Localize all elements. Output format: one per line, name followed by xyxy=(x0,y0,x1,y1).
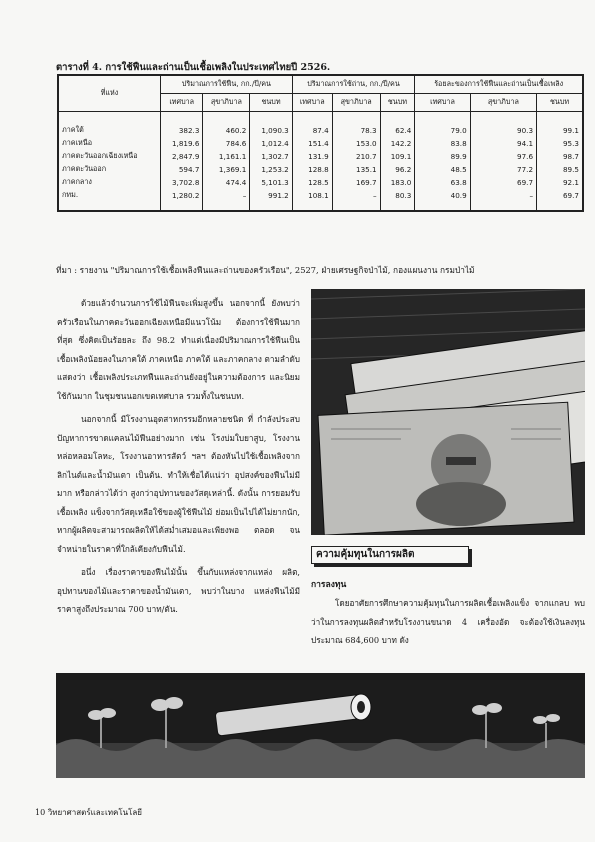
fuelwood-table xyxy=(57,74,584,212)
paragraph: นอกจากนี้ มีโรงงานอุตสาหกรรมอีกหลายชนิด ที่ กำลังประสบปัญหาการขาดแคลนไม้ฟืนอย่างมาก เช่น โรงบ่มใบยาสูบ, โรงงานหล่อหลอมโลหะ, โรงงานอาหารสัตว์ ฯลฯ ต้องหันไปใช้เชื้อเพลิงจากลิกไนต์และน้ำมันเตา เป็นต้น. ทำให้เชื่อได้แน่ว่า อุปสงค์ของฟืนไม่มีมาก หรือกล่าวได้ว่า สูงกว่าอุปทานของวัสดุเหล่านี้. ดังนั้น การยอมรับเชื้อเพลิง แข็งจากวัสดุเหลือใช้ของผู้ใช้ฟืนไม้ ย่อมเป็นไปได้ไม่ยากนัก, หากผู้ผลิตจะสามารถผลิตให้ได้สม่ำเสมอและเพียงพอ ตลอด จนจำหน่ายในราคาที่ใกล้เคียงกับฟืนไม้. xyxy=(57,414,300,554)
group-header-percent: ร้อยละของการใช้ฟืนและถ่านเป็นเชื้อเพลิง xyxy=(415,75,583,94)
region-cell: ภาคตะวันออก xyxy=(58,163,161,176)
value-cell: 89.5 xyxy=(537,163,583,176)
value-cell: 1,369.1 xyxy=(203,163,250,176)
briquette-seedlings-illustration xyxy=(56,673,585,778)
value-cell: 382.3 xyxy=(161,112,203,138)
value-cell: 128.5 xyxy=(292,176,332,189)
paragraph: โดยอาศัยการศึกษาความคุ้มทุนในการผลิตเชื้อเพลิงแข็ง จากแกลบ พบว่าในการลงทุนผลิตสำหรับโรงงานขนาด 4 เครื่องอัด จะต้องใช้เงินลงทุนประมาณ 684,600 บาท ดัง xyxy=(311,598,585,645)
value-cell: 5,101.3 xyxy=(250,176,292,189)
page-footer: 10 วิทยาศาสตร์และเทคโนโลยี xyxy=(35,808,142,817)
table-row xyxy=(58,189,583,211)
value-cell: 108.1 xyxy=(292,189,332,211)
value-cell: 95.3 xyxy=(537,137,583,150)
paragraph: อนึ่ง เรื่องราคาของฟืนไม้นั้น ขึ้นกับแหล่งจากแหล่ง ผลิต, อุปทานของไม้และราคาของน้ำมันเตา, พบว่าในบาง แหล่งฟืนไม้มีราคาสูงถึงประมาณ 700 บาท/ตัน. xyxy=(57,567,300,614)
value-cell: – xyxy=(332,189,380,211)
value-cell: 991.2 xyxy=(250,189,292,211)
value-cell: 460.2 xyxy=(203,112,250,138)
value-cell: 62.4 xyxy=(380,112,415,138)
region-header: ที่แห่ง xyxy=(58,75,161,112)
value-cell: 40.9 xyxy=(415,189,470,211)
value-cell: 474.4 xyxy=(203,176,250,189)
value-cell: 80.3 xyxy=(380,189,415,211)
subheader-cell: เทศบาล xyxy=(292,94,332,112)
value-cell: 1,253.2 xyxy=(250,163,292,176)
table-row xyxy=(58,137,583,150)
value-cell: 87.4 xyxy=(292,112,332,138)
value-cell: 98.7 xyxy=(537,150,583,163)
group-header-fuelwood: ปริมาณการใช้ฟืน, กก./ปี/คน xyxy=(161,75,293,94)
table-caption: ตารางที่ 4. การใช้ฟืนและถ่านเป็นเชื้อเพลิงในประเทศไทยปี 2526. xyxy=(56,62,331,73)
section-heading: ความคุ้มทุนในการผลิต xyxy=(311,546,469,564)
value-cell: 1,012.4 xyxy=(250,137,292,150)
subheader-cell: สุขาภิบาล xyxy=(332,94,380,112)
value-cell: 1,090.3 xyxy=(250,112,292,138)
value-cell: 96.2 xyxy=(380,163,415,176)
paragraph: ด้วยแล้วจำนวนการใช้ไม้ฟืนจะเพิ่มสูงขึ้น นอกจากนี้ ยังพบว่าครัวเรือนในภาคตะวันออกเฉียงเหนือมีแนวโน้ม ต้องการใช้ฟืนมากที่สุด ซึ่งคิดเป็นร้อยละ ถึง 98.2 ทำแต่เนื่องมีปริมาณการใช้ฟืนเป็นเชื้อเพลิงน้อยลงในภาคใต้ ภาคเหนือ ภาคใต้ และภาคกลาง ตามลำดับ แสดงว่า เชื้อเพลิงประเภทฟืนและถ่านยังอยู่ในความต้องการ และนิยม ใช้กันมาก ในชุมชนนอกเขตเทศบาล รวมทั้งในชนบท. xyxy=(57,298,300,401)
value-cell: 97.6 xyxy=(470,150,536,163)
value-cell: 153.0 xyxy=(332,137,380,150)
table-row xyxy=(58,150,583,163)
value-cell: 183.0 xyxy=(380,176,415,189)
region-cell: ภาคเหนือ xyxy=(58,137,161,150)
subheading: การลงทุน xyxy=(311,580,347,590)
table-row xyxy=(58,112,583,138)
value-cell: 99.1 xyxy=(537,112,583,138)
subheader-cell: ชนบท xyxy=(380,94,415,112)
subheader-cell: สุขาภิบาล xyxy=(470,94,536,112)
subheader-cell: สุขาภิบาล xyxy=(203,94,250,112)
group-header-charcoal: ปริมาณการใช้ถ่าน, กก./ปี/คน xyxy=(292,75,415,94)
value-cell: 77.2 xyxy=(470,163,536,176)
value-cell: 3,702.8 xyxy=(161,176,203,189)
value-cell: 69.7 xyxy=(470,176,536,189)
table-row xyxy=(58,176,583,189)
value-cell: 142.2 xyxy=(380,137,415,150)
value-cell: 94.1 xyxy=(470,137,536,150)
value-cell: 1,280.2 xyxy=(161,189,203,211)
value-cell: 2,847.9 xyxy=(161,150,203,163)
value-cell: 89.9 xyxy=(415,150,470,163)
value-cell: 63.8 xyxy=(415,176,470,189)
value-cell: 48.5 xyxy=(415,163,470,176)
value-cell: 92.1 xyxy=(537,176,583,189)
value-cell: 90.3 xyxy=(470,112,536,138)
value-cell: 151.4 xyxy=(292,137,332,150)
subheader-cell: ชนบท xyxy=(537,94,583,112)
value-cell: – xyxy=(203,189,250,211)
value-cell: 169.7 xyxy=(332,176,380,189)
value-cell: 69.7 xyxy=(537,189,583,211)
left-column xyxy=(57,294,300,624)
value-cell: 210.7 xyxy=(332,150,380,163)
value-cell: 79.0 xyxy=(415,112,470,138)
banknotes-illustration xyxy=(311,289,585,535)
value-cell: 594.7 xyxy=(161,163,203,176)
value-cell: 78.3 xyxy=(332,112,380,138)
briquette-illustration xyxy=(56,673,585,778)
value-cell: 83.8 xyxy=(415,137,470,150)
value-cell: 135.1 xyxy=(332,163,380,176)
value-cell: 784.6 xyxy=(203,137,250,150)
value-cell: 1,161.1 xyxy=(203,150,250,163)
table-source: ที่มา : รายงาน "ปริมาณการใช้เชื้อเพลิงฟืนและถ่านของครัวเรือน", 2527, ฝ่ายเศรษฐกิจป่าไม้, กองแผนงาน กรมป่าไม้ xyxy=(56,265,475,275)
region-cell: ภาคใต้ xyxy=(58,112,161,138)
table-row xyxy=(58,163,583,176)
value-cell: 1,302.7 xyxy=(250,150,292,163)
subheader-cell: ชนบท xyxy=(250,94,292,112)
region-cell: ภาคกลาง xyxy=(58,176,161,189)
value-cell: 1,819.6 xyxy=(161,137,203,150)
banknotes-photo xyxy=(311,289,585,535)
value-cell: 128.8 xyxy=(292,163,332,176)
value-cell: 131.9 xyxy=(292,150,332,163)
right-column xyxy=(311,594,585,650)
subheader-cell: เทศบาล xyxy=(415,94,470,112)
value-cell: 109.1 xyxy=(380,150,415,163)
region-cell: ภาคตะวันออกเฉียงเหนือ xyxy=(58,150,161,163)
value-cell: – xyxy=(470,189,536,211)
subheader-cell: เทศบาล xyxy=(161,94,203,112)
region-cell: กทม. xyxy=(58,189,161,211)
